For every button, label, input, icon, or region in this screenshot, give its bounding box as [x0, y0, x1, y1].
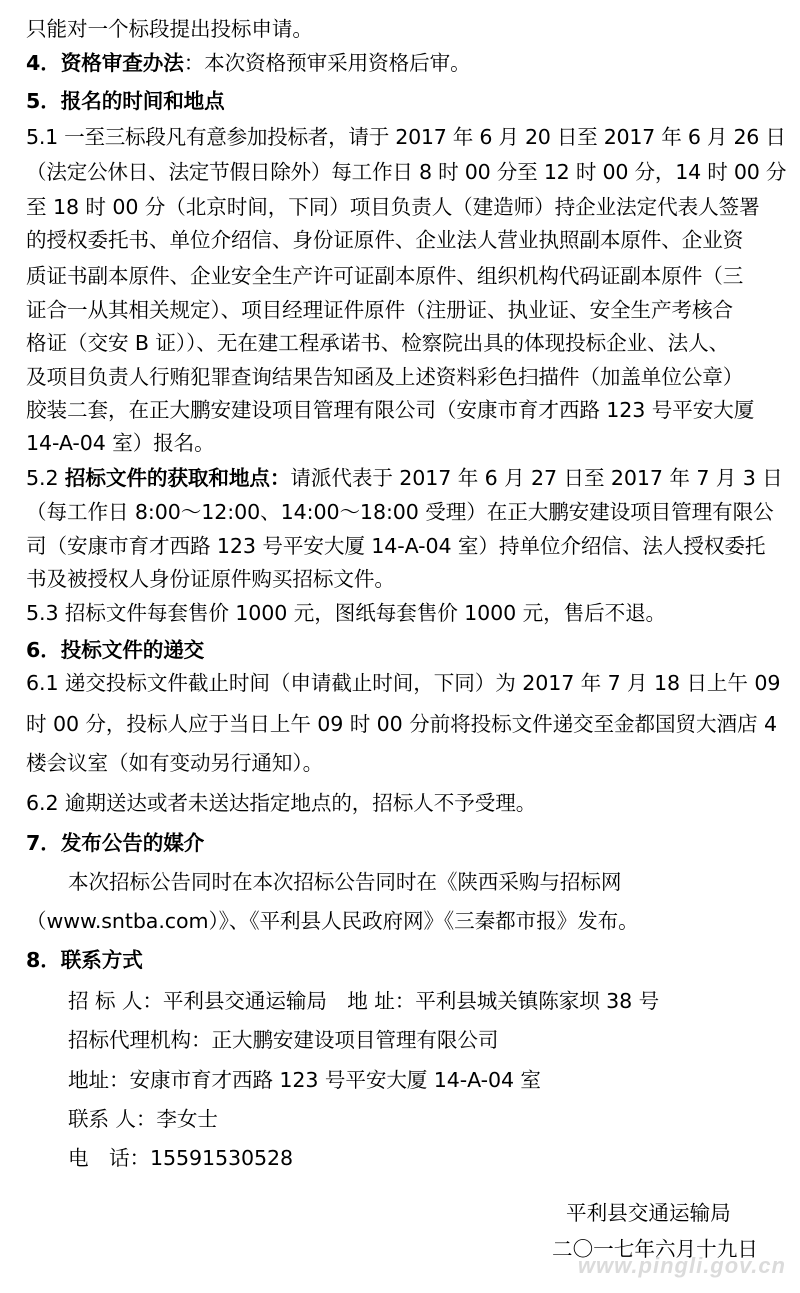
line-text: 及项目负责人行贿犯罪查询结果告知函及上述资料彩色扫描件（加盖单位公章） — [26, 365, 744, 389]
document-line — [26, 789, 536, 817]
document-line — [68, 1144, 293, 1172]
document-line — [26, 123, 786, 151]
document-line — [26, 636, 204, 664]
line-text: 招 标 人：平利县交通运输局 地 址：平利县城关镇陈家坝 38 号 — [68, 989, 660, 1013]
line-text: 地址：安康市育才西路 123 号平安大厦 14-A-04 室 — [68, 1068, 541, 1092]
document-line — [68, 987, 659, 1015]
document-line — [68, 1026, 498, 1054]
document-line — [26, 87, 225, 115]
line-text: 胶装二套，在正大鹏安建设项目管理有限公司（安康市育才西路 123 号平安大厦 — [26, 398, 755, 422]
line-text: 证合一从其相关规定）、项目经理证件原件（注册证、执业证、安全生产考核合 — [26, 298, 733, 322]
document-line — [26, 532, 765, 560]
line-text: 6.2 逾期送达或者未送达指定地点的，招标人不予受理。 — [26, 791, 537, 815]
document-line — [26, 296, 733, 324]
signature-date: 二〇一七年六月十九日 — [552, 1237, 758, 1261]
document-line — [26, 429, 215, 457]
line-text: 招标代理机构：正大鹏安建设项目管理有限公司 — [68, 1028, 499, 1052]
document-line — [26, 262, 743, 290]
line-text: 司（安康市育才西路 123 号平安大厦 14-A-04 室）持单位介绍信、法人授权委托 — [26, 534, 766, 558]
document-line — [26, 226, 743, 254]
section-heading: 4．资格审查办法 — [26, 51, 184, 75]
line-text: 5.3 招标文件每套售价 1000 元，图纸每套售价 1000 元，售后不退。 — [26, 601, 667, 625]
line-text: （每工作日 8:00～12:00、14:00～18:00 受理）在正大鹏安建设项目管理有限公 — [26, 500, 774, 524]
section-heading: 招标文件的获取和地点： — [64, 466, 291, 490]
line-text: 14-A-04 室）报名。 — [26, 431, 215, 455]
document-line — [26, 710, 777, 738]
document-line — [68, 1105, 218, 1133]
document-line — [26, 158, 786, 186]
document-line — [26, 498, 774, 526]
site-watermark: www.pingli.gov.cn — [577, 1253, 786, 1278]
line-prefix: 5.2 — [26, 466, 65, 490]
document-line — [26, 565, 395, 593]
line-text: （法定公休日、法定节假日除外）每工作日 8 时 00 分至 12 时 00 分，14 时 00 分 — [26, 160, 787, 184]
line-text: 的授权委托书、单位介绍信、身份证原件、企业法人营业执照副本原件、企业资 — [26, 228, 744, 252]
line-text: 联系 人：李女士 — [68, 1107, 218, 1131]
section-heading: 6．投标文件的递交 — [26, 638, 205, 662]
document-line — [26, 396, 754, 424]
document-line — [68, 868, 621, 896]
line-text: 请派代表于 2017 年 6 月 27 日至 2017 年 7 月 3 日 — [290, 466, 783, 490]
line-text: 至 18 时 00 分（北京时间，下同）项目负责人（建造师）持企业法定代表人签署 — [26, 195, 760, 219]
section-heading: 5．报名的时间和地点 — [26, 89, 225, 113]
document-line — [26, 749, 323, 777]
line-text: 本次招标公告同时在本次招标公告同时在《陕西采购与招标网 — [68, 870, 622, 894]
document-line — [26, 15, 313, 43]
document-line — [26, 946, 143, 974]
document-line — [26, 329, 729, 357]
line-text: 质证书副本原件、企业安全生产许可证副本原件、组织机构代码证副本原件（三 — [26, 264, 744, 288]
line-text: 6.1 递交投标文件截止时间（申请截止时间，下同）为 2017 年 7 月 18 日上午 09 — [26, 671, 781, 695]
signature-organization: 平利县交通运输局 — [566, 1201, 731, 1225]
line-text: 楼会议室（如有变动另行通知）。 — [26, 751, 324, 775]
document-line — [26, 907, 639, 935]
line-text: ：本次资格预审采用资格后审。 — [183, 51, 471, 75]
section-heading: 7．发布公告的媒介 — [26, 831, 205, 855]
line-text: 电 话：15591530528 — [68, 1146, 294, 1170]
line-text: 格证（交安 B 证））、无在建工程承诺书、检察院出具的体现投标企业、法人、 — [26, 331, 730, 355]
document-line — [26, 599, 666, 627]
document-line — [68, 1066, 541, 1094]
line-text: 书及被授权人身份证原件购买招标文件。 — [26, 567, 395, 591]
line-text: 5.1 一至三标段凡有意参加投标者，请于 2017 年 6 月 20 日至 2017 年 6 月 26 日 — [26, 125, 786, 149]
line-text: 只能对一个标段提出投标申请。 — [26, 17, 313, 41]
line-text: （www.sntba.com）》、《平利县人民政府网》《三秦都市报》发布。 — [26, 909, 639, 933]
document-line — [26, 193, 760, 221]
document-line — [26, 829, 204, 857]
line-text: 时 00 分，投标人应于当日上午 09 时 00 分前将投标文件递交至金都国贸大酒店 4 — [26, 712, 777, 736]
section-heading: 8．联系方式 — [26, 948, 143, 972]
document-line — [26, 363, 743, 391]
document-line — [26, 669, 780, 697]
document-line — [26, 464, 783, 492]
document-line — [26, 49, 471, 77]
